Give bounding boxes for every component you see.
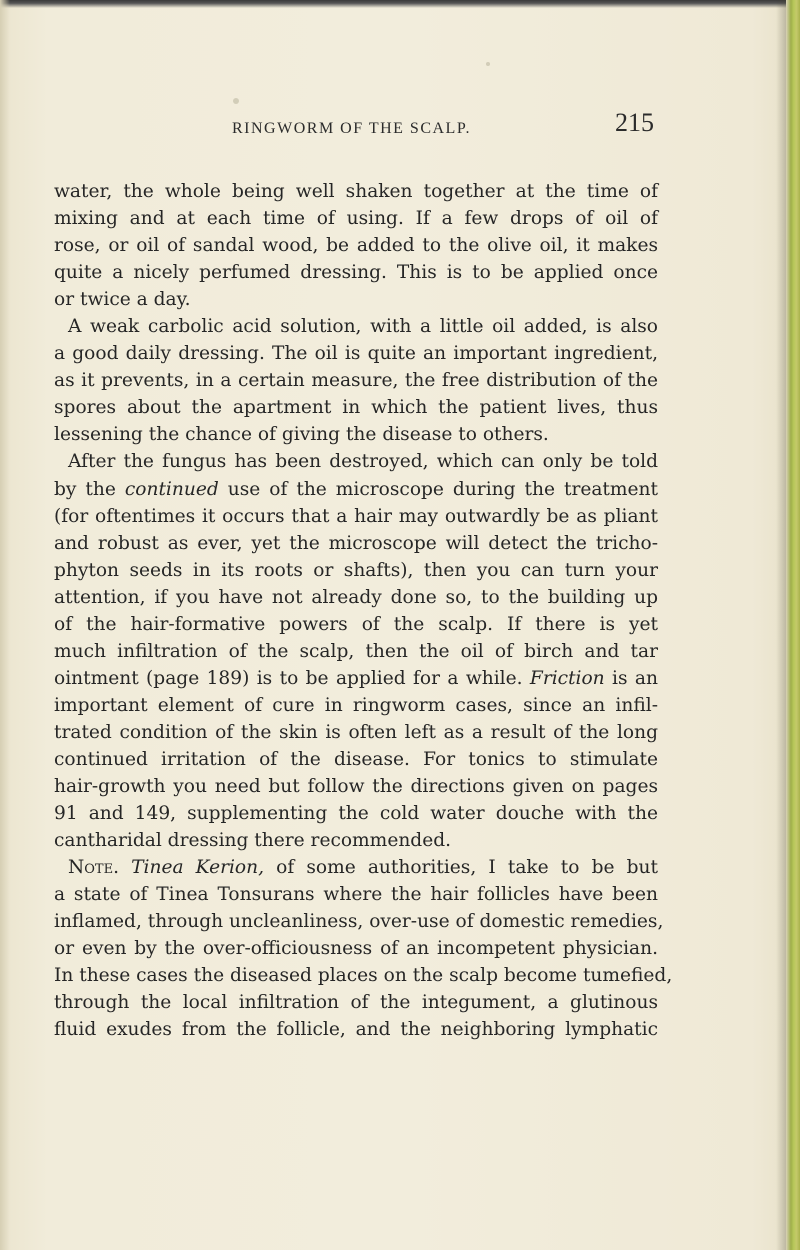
text-segment: rose, or oil of sandal wood, be added to the olive oil, it makes <box>54 235 658 257</box>
text-line <box>54 1016 658 1043</box>
text-line <box>54 394 658 421</box>
text-segment <box>119 857 131 878</box>
right-page-edge <box>786 0 800 1250</box>
text-line <box>54 908 664 935</box>
text-line <box>54 665 658 692</box>
text-segment: as it prevents, in a certain measure, the free distribution of the <box>54 370 658 392</box>
text-segment: important element of cure in ringworm cases, since an infil- <box>54 694 658 716</box>
text-line <box>54 719 658 746</box>
text-line <box>54 611 658 638</box>
text-line <box>54 313 658 340</box>
text-segment: continued irritation of the disease. For tonics to stimulate <box>54 748 658 770</box>
text-segment: quite a nicely perfumed dressing. This is to be applied once <box>54 262 658 284</box>
text-segment: of the hair-formative powers of the scalp. If there is yet <box>54 613 658 635</box>
text-line <box>54 232 658 259</box>
text-line <box>54 800 658 827</box>
text-segment: A weak carbolic acid solution, with a little oil added, is also <box>68 316 658 338</box>
text-segment: 91 and 149, supplementing the cold water douche with the <box>54 803 658 825</box>
right-edge-shadow <box>776 0 786 1250</box>
text-segment: by the <box>54 478 125 500</box>
page-header <box>50 108 654 148</box>
text-line <box>54 367 658 394</box>
text-segment: hair-growth you need but follow the directions given on pages <box>54 776 658 798</box>
text-segment: water, the whole being well shaken together at the time of <box>54 181 658 202</box>
text-line <box>54 421 658 448</box>
text-segment: cantharidal dressing there recommended. <box>54 830 452 852</box>
text-segment: (for oftentimes it occurs that a hair may outwardly be as pliant <box>54 505 658 527</box>
text-line <box>54 584 658 611</box>
text-line <box>54 557 658 584</box>
text-line <box>54 340 658 367</box>
text-segment: mixing and at each time of using. If a few drops of oil of <box>54 208 658 230</box>
text-line <box>54 827 658 854</box>
text-segment: ointment (page 189) is to be applied for a while. <box>54 667 530 689</box>
text-segment: inflamed, through uncleanliness, over-use of domestic remedies, <box>54 911 664 933</box>
paper-speck <box>486 62 490 66</box>
paper-speck <box>233 98 239 104</box>
text-segment: In these cases the diseased places on the scalp become tumefied, <box>54 965 673 987</box>
text-line <box>54 746 658 773</box>
smallcaps-text: Note. <box>68 857 119 879</box>
text-line <box>54 989 658 1016</box>
top-shadow <box>0 0 800 8</box>
text-segment: or twice a day. <box>54 289 191 311</box>
italic-text: Tinea Kerion, <box>131 857 264 879</box>
left-page-edge <box>0 0 10 1250</box>
page-number: 215 <box>615 108 654 137</box>
text-segment: phyton seeds in its roots or shafts), then you can turn your <box>54 559 658 581</box>
text-line <box>54 854 658 881</box>
text-segment: lessening the chance of giving the disease to others. <box>54 424 549 446</box>
text-line <box>54 448 658 475</box>
text-segment: a good daily dressing. The oil is quite an important ingredient, <box>54 343 658 365</box>
text-segment: fluid exudes from the follicle, and the neighboring lymphatic <box>54 1019 658 1041</box>
text-segment: a state of Tinea Tonsurans where the hair follicles have been <box>54 884 658 906</box>
text-line <box>54 692 658 719</box>
text-segment: trated condition of the skin is often left as a result of the long <box>54 721 658 743</box>
text-segment: through the local infiltration of the integument, a glutinous <box>54 992 658 1014</box>
text-line <box>54 638 658 665</box>
text-segment: is an <box>604 667 658 689</box>
text-line <box>54 259 658 286</box>
text-segment: spores about the apartment in which the patient lives, thus <box>54 397 658 419</box>
text-line <box>54 476 658 503</box>
text-line <box>54 205 658 232</box>
text-segment: use of the microscope during the treatment <box>218 478 658 500</box>
text-line <box>54 286 658 313</box>
text-segment: attention, if you have not already done so, to the building up <box>54 586 658 608</box>
body-text <box>54 178 673 1044</box>
running-head: RINGWORM OF THE SCALP. <box>232 120 471 137</box>
text-segment: of some authorities, I take to be but <box>264 857 658 879</box>
text-segment: or even by the over-officiousness of an incompetent physician. <box>54 938 658 960</box>
text-line <box>54 881 658 908</box>
text-line <box>54 962 673 989</box>
text-line <box>54 935 658 962</box>
text-line <box>54 503 658 530</box>
text-line <box>54 178 658 205</box>
text-segment: much infiltration of the scalp, then the oil of birch and tar <box>54 640 658 662</box>
italic-text: continued <box>124 478 219 500</box>
text-line <box>54 773 658 800</box>
text-segment: After the fungus has been destroyed, which can only be told <box>68 451 658 473</box>
italic-text: Friction <box>529 667 605 689</box>
text-line <box>54 530 658 557</box>
text-segment: and robust as ever, yet the microscope will detect the tricho- <box>54 532 658 554</box>
